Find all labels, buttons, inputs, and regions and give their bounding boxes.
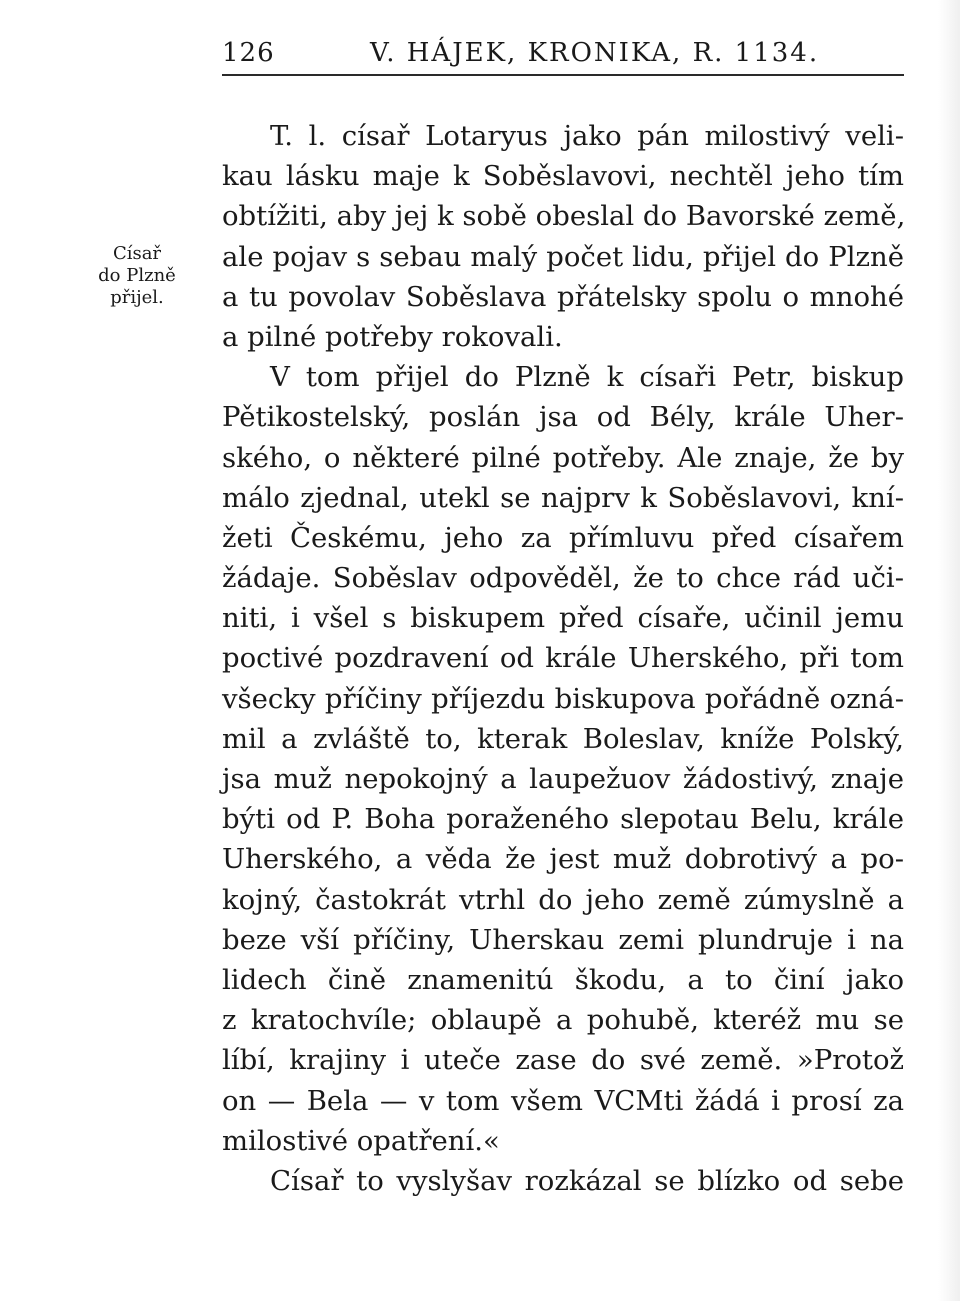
text-line: milostivé opatření.«	[222, 1124, 500, 1157]
margin-note-line: do Plzně	[98, 265, 176, 286]
text-line: lidech čině znamenitú škodu, a to činí jako	[222, 963, 904, 996]
text-line: býti od P. Boha poraženého slepotau Belu, krále	[222, 803, 904, 836]
text-line: a pilné potřeby rokovali.	[222, 320, 563, 353]
text-line: všecky příčiny příjezdu biskupova pořádně ozná-	[222, 682, 904, 715]
text-line: Císař to vyslyšav rozkázal se blízko od sebe	[270, 1164, 904, 1197]
text-line: a tu povolav Soběslava přátelsky spolu o mnohé	[222, 280, 904, 313]
text-line: niti, i všel s biskupem před císaře, učinil jemu	[222, 602, 904, 635]
header-rule	[222, 74, 904, 76]
text-line: jsa muž nepokojný a laupežuov žádostivý, znaje	[222, 763, 904, 795]
text-line: žádaje. Soběslav odpověděl, že to chce rád uči-	[222, 562, 904, 595]
margin-note-line: Císař	[112, 243, 162, 264]
text-line: ale pojav s sebau malý počet lidu, přijel do Plzně	[222, 240, 904, 273]
text-line: žeti Českému, jeho za přímluvu před císařem	[222, 521, 904, 554]
text-line: on — Bela — v tom všem VCMti žádá i prosí za	[222, 1084, 904, 1117]
text-line: beze vší příčiny, Uherskau zemi plundruje i na	[222, 923, 904, 956]
text-line: kojný, častokrát vtrhl do jeho země zúmyslně a	[222, 883, 904, 916]
page-number: 126	[222, 38, 275, 68]
text-line: poctivé pozdravení od krále Uherského, při tom	[222, 642, 904, 675]
running-title: V. HÁJEK, KRONIKA, R. 1134.	[370, 38, 820, 68]
margin-note-line: přijel.	[110, 287, 164, 308]
page-edge-shadow	[938, 0, 960, 1301]
text-line: Pětikostelský, poslán jsa od Bély, krále Uher-	[222, 401, 904, 434]
text-line: obtížiti, aby jej k sobě obeslal do Bavorské země,	[222, 200, 906, 233]
text-line: Uherského, a věda že jest muž dobrotivý a po-	[222, 843, 904, 876]
text-line: kau lásku maje k Soběslavovi, nechtěl jeho tím	[222, 160, 904, 193]
page-header	[222, 30, 902, 74]
text-line: líbí, krajiny i uteče zase do své země. »Protož	[222, 1044, 904, 1077]
text-line: ského, o některé pilné potřeby. Ale znaje, že by	[222, 441, 904, 474]
text-line: mil a zvláště to, kterak Boleslav, kníže Polský,	[222, 722, 904, 755]
text-line: V tom přijel do Plzně k císaři Petr, biskup	[270, 361, 904, 394]
text-line: málo zjednal, utekl se najprv k Soběslavovi, kní-	[222, 481, 904, 514]
text-line: z kratochvíle; oblaupě a pohubě, kteréž mu se	[222, 1004, 904, 1037]
margin-note	[82, 243, 192, 309]
text-line: T. l. císař Lotaryus jako pán milostivý veli-	[270, 120, 904, 152]
body-text	[222, 116, 904, 1201]
